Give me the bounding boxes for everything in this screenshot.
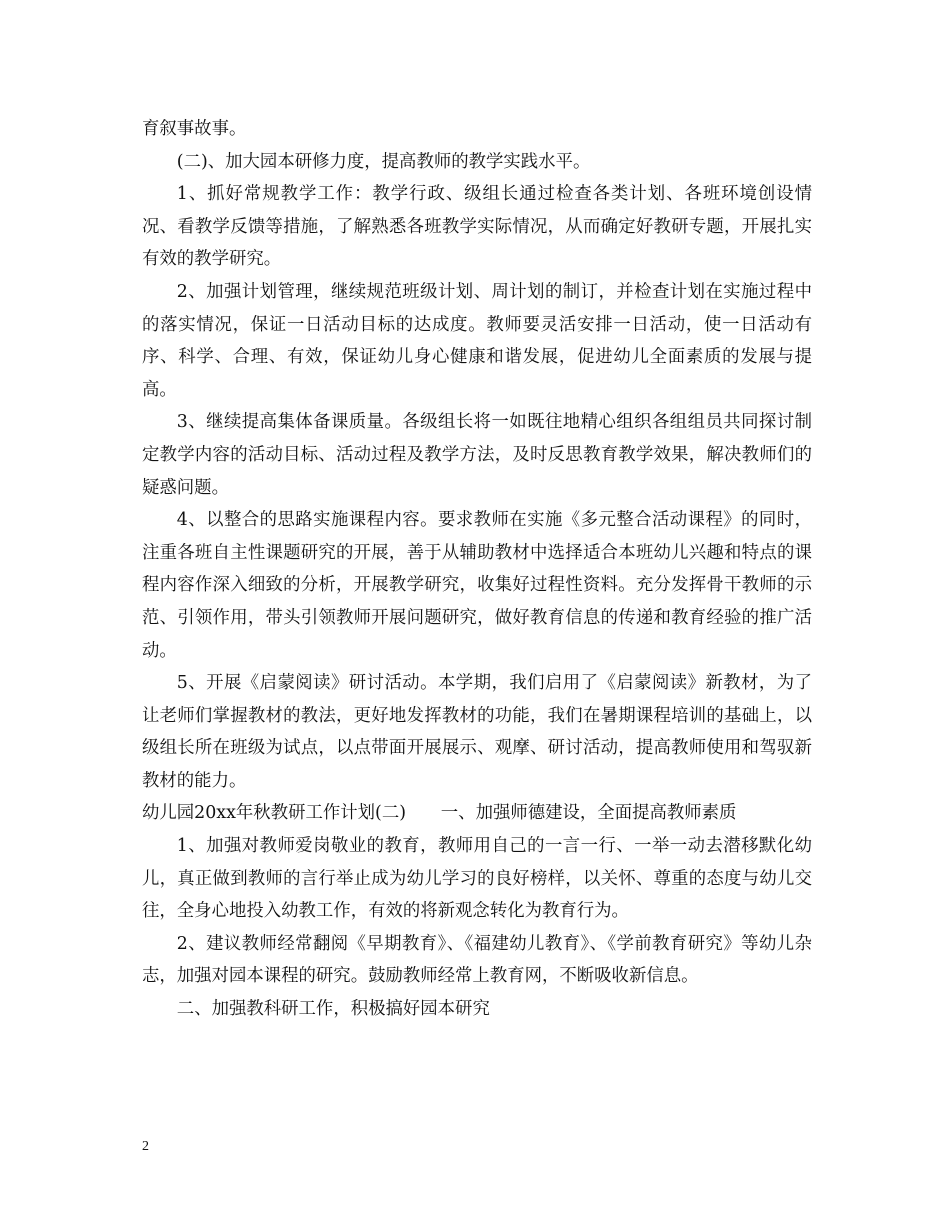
paragraph-item-3: 3、继续提高集体备课质量。各级组长将一如既往地精心组织各组组员共同探讨制定教学内容的活动目标、活动过程及教学方法，及时反思教育教学效果，解决教师们的疑惑问题。 bbox=[142, 412, 812, 498]
paragraph-item-2: 2、加强计划管理，继续规范班级计划、周计划的制订，并检查计划在实施过程中的落实情况，保证一日活动目标的达成度。教师要灵活安排一日活动，使一日活动有序、科学、合理、有效，保证幼儿身心健康和谐发展，促进幼儿全面素质的发展与提高。 bbox=[142, 281, 812, 400]
paragraph-item-1: 1、抓好常规教学工作：教学行政、级组长通过检查各类计划、各班环境创设情况、看教学反馈等措施，了解熟悉各班教学实际情况，从而确定好教研专题，开展扎实有效的教学研究。 bbox=[142, 184, 812, 270]
page-number: 2 bbox=[142, 1139, 149, 1154]
section-heading-2: (二)、加大园本研修力度，提高教师的教学实践水平。 bbox=[176, 151, 591, 172]
paragraph-item-4: 4、以整合的思路实施课程内容。要求教师在实施《多元整合活动课程》的同时，注重各班自主性课题研究的开展，善于从辅助教材中选择适合本班幼儿兴趣和特点的课程内容作深入细致的分析，开展教学研究，收集好过程性资料。充分发挥骨干教师的示范、引领作用，带头引领教师开展问题研究，做好教育信息的传递和教育经验的推广活动。 bbox=[142, 510, 812, 661]
paragraph-ethics-2: 2、建议教师经常翻阅《早期教育》、《福建幼儿教育》、《学前教育研究》等幼儿杂志，加强对园本课程的研究。鼓励教师经常上教育网，不断吸收新信息。 bbox=[142, 933, 812, 987]
plan-title-line: 幼儿园20xx年秋教研工作计划(二) 一、加强师德建设，全面提高教师素质 bbox=[142, 803, 737, 824]
paragraph-item-5: 5、开展《启蒙阅读》研讨活动。本学期，我们启用了《启蒙阅读》新教材，为了让老师们掌握教材的教法，更好地发挥教材的功能，我们在暑期课程培训的基础上，以级组长所在班级为试点，以点带面开展展示、观摩、研讨活动，提高教师使用和驾驭新教材的能力。 bbox=[142, 673, 812, 791]
paragraph-continuation: 育叙事故事。 bbox=[142, 119, 247, 139]
paragraph-ethics-1: 1、加强对教师爱岗敬业的教育，教师用自己的一言一行、一举一动去潜移默化幼儿，真正做到教师的言行举止成为幼儿学习的良好榜样，以关怀、尊重的态度与幼儿交往，全身心地投入幼教工作，有效的将新观念转化为教育行为。 bbox=[142, 836, 812, 922]
document-body bbox=[142, 113, 812, 1026]
section-heading-research: 二、加强教科研工作，积极搞好园本研究 bbox=[176, 999, 490, 1020]
